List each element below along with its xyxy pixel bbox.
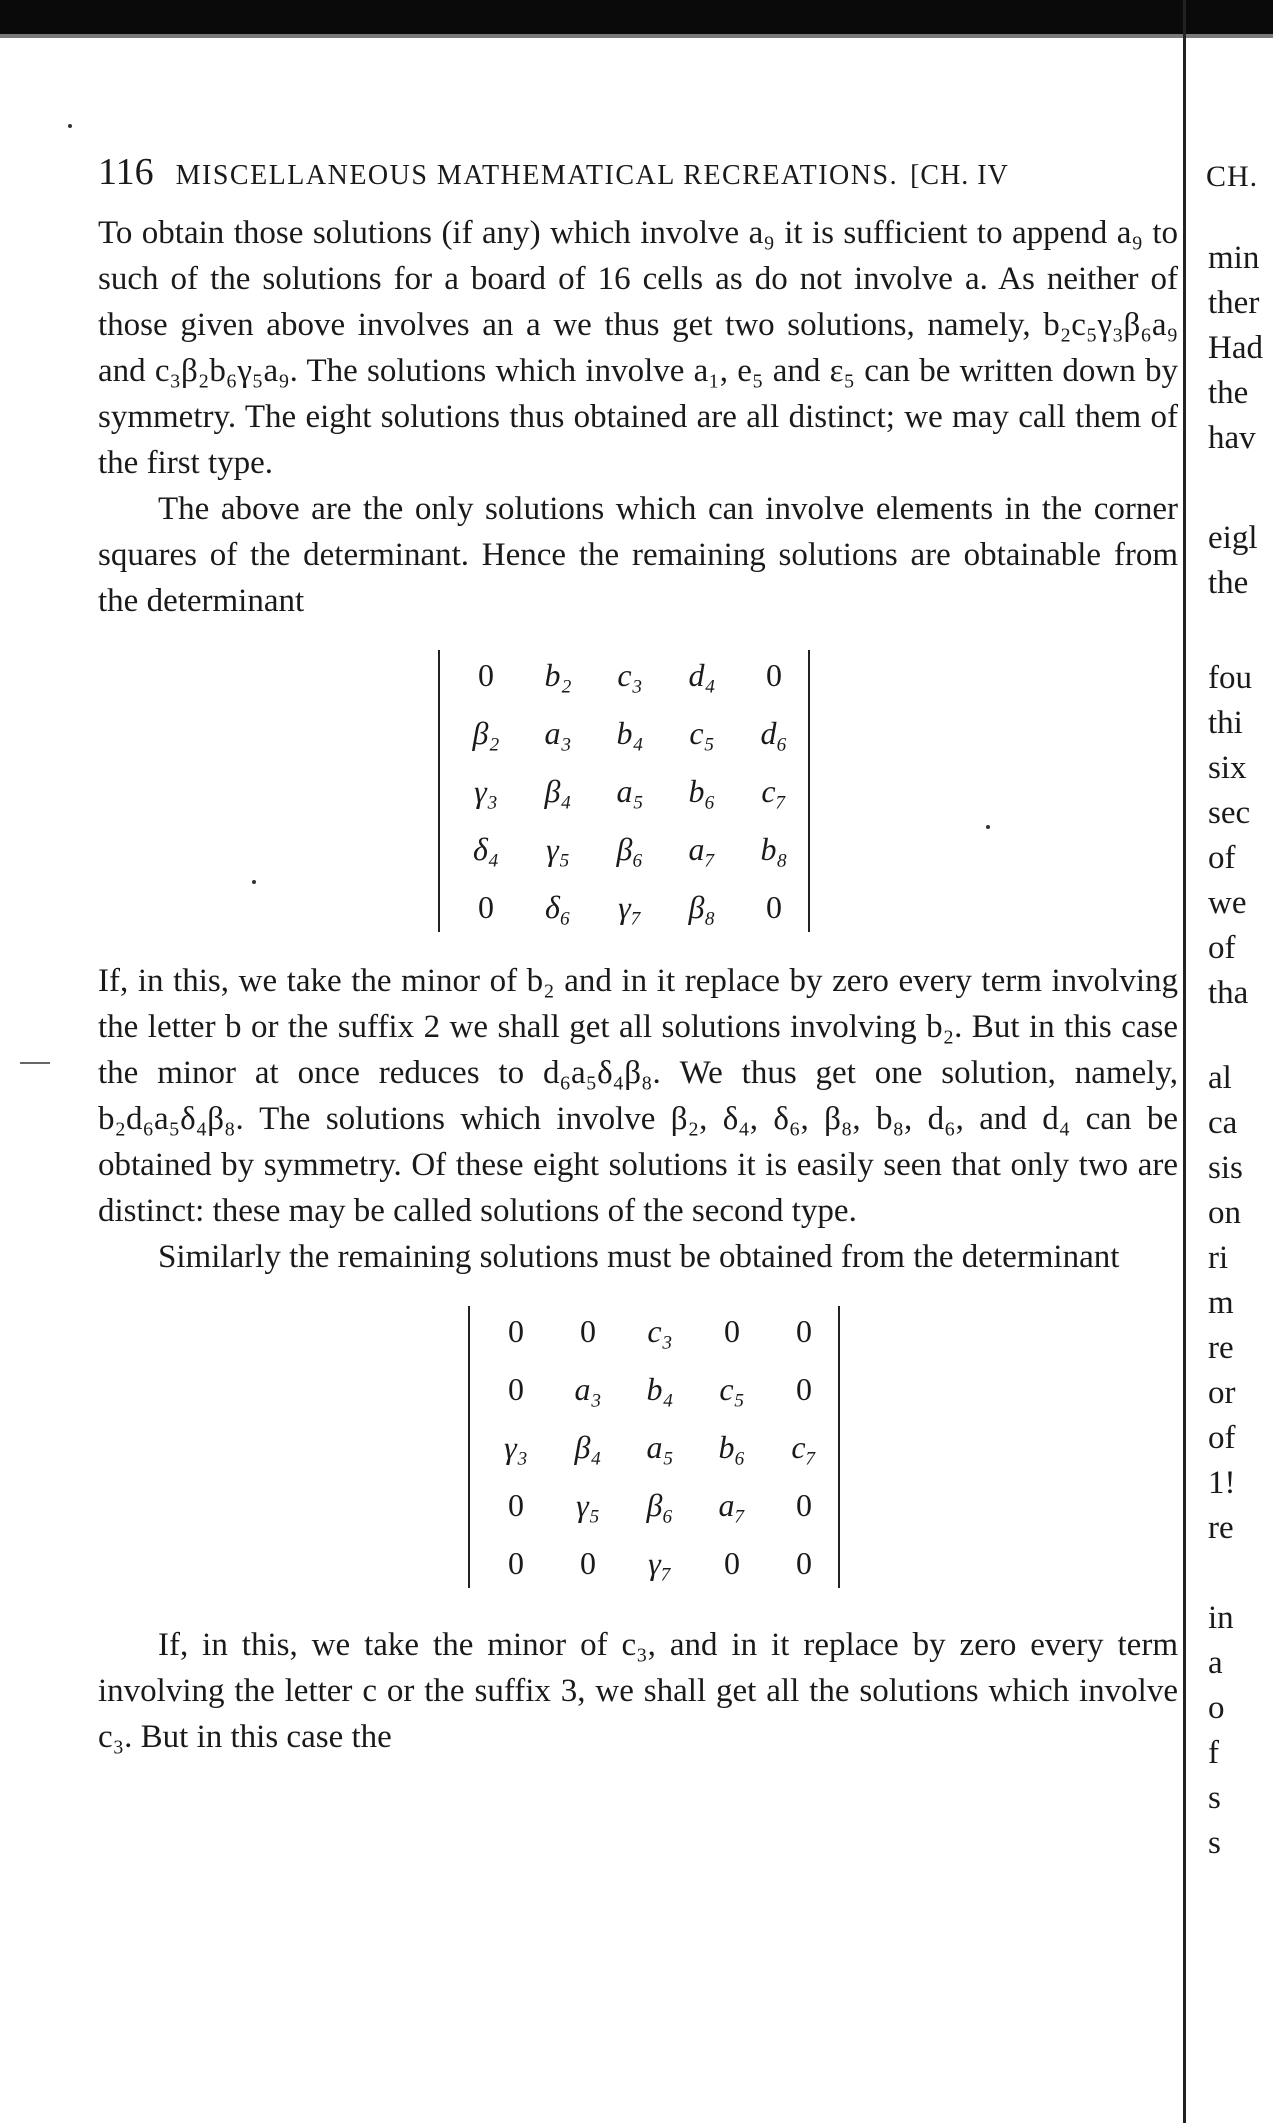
facing-page-text-fragment: o — [1208, 1690, 1225, 1726]
determinant-entry: 0 — [508, 1544, 524, 1581]
determinant-entry: d₆ — [760, 714, 788, 751]
book-spine-gutter — [1183, 0, 1186, 2123]
determinant-entry: a₇ — [688, 830, 716, 867]
determinant-entry: a₃ — [574, 1370, 602, 1407]
determinant-entry: 0 — [724, 1544, 740, 1581]
determinant-entry: b₆ — [718, 1428, 746, 1465]
determinant-entry: 0 — [580, 1312, 596, 1349]
facing-page-text-fragment: min — [1208, 240, 1260, 276]
scan-top-edge — [0, 0, 1273, 42]
paragraph-corner-squares: The above are the only solutions which can involve elements in the corner squares of the determinant. Hence the remaining solutions are obtainable from the determinant — [98, 491, 1178, 619]
facing-page-text-fragment: s — [1208, 1825, 1221, 1861]
chapter-label: [CH. IV — [910, 160, 1009, 191]
facing-page-text-fragment: f — [1208, 1735, 1219, 1771]
determinant-entry: β₄ — [574, 1428, 602, 1465]
facing-page-text-fragment: ther — [1208, 285, 1260, 321]
paragraph-remaining: Similarly the remaining solutions must be obtained from the determinant — [158, 1239, 1120, 1275]
determinant-entry: b₄ — [646, 1370, 674, 1407]
determinant-entry: 0 — [580, 1544, 596, 1581]
facing-page-text-fragment: ca — [1208, 1105, 1238, 1141]
determinant-entry: b₆ — [688, 772, 716, 809]
determinant-row — [450, 704, 810, 762]
determinant-entry: γ₅ — [546, 830, 570, 867]
determinant-entry: a₇ — [718, 1486, 746, 1523]
book-page — [98, 150, 1178, 1760]
margin-mark — [20, 1062, 50, 1064]
determinant-entry: a₃ — [544, 714, 572, 751]
facing-page-text-fragment: of — [1208, 930, 1236, 966]
determinant-entry: 0 — [796, 1544, 812, 1581]
facing-page-text-fragment: sec — [1208, 795, 1251, 831]
determinant-right-bar — [808, 650, 810, 932]
determinant-row — [480, 1360, 840, 1418]
determinant-row — [480, 1302, 840, 1360]
determinant-row — [480, 1476, 840, 1534]
determinant-entry: c₅ — [719, 1370, 745, 1407]
determinant-left-bar — [438, 650, 440, 932]
facing-page-text-fragment: six — [1208, 750, 1247, 786]
facing-page-text-fragment: ri — [1208, 1240, 1229, 1276]
paragraph-second-type: If, in this, we take the minor of b₂ and in it replace by zero every term involving the letter b or the suffix 2 we shall get all solutions involving b₂. But in this case the minor at once reduces to d₆a₅δ₄β₈. We thus get one solution, namely, b₂d₆a₅δ₄β₈. The solutions which involve β₂, δ₄, δ₆, β₈, b₈, d₆, and d₄ can be obtained by symmetry. Of these eight solutions it is easily seen that only two are distinct: these may be called solutions of the second type. — [98, 963, 1178, 1229]
determinant-right-bar — [838, 1306, 840, 1588]
determinant-row — [450, 646, 810, 704]
determinant-entry: β₈ — [688, 888, 716, 925]
determinant-row — [450, 820, 810, 878]
determinant-entry: a₅ — [646, 1428, 674, 1465]
facing-page-text-fragment: 1! — [1208, 1465, 1236, 1501]
determinant-entry: β₆ — [646, 1486, 674, 1523]
determinant-entry: c₅ — [689, 714, 715, 751]
determinant-entry: 0 — [508, 1312, 524, 1349]
facing-page-text-fragment: tha — [1208, 975, 1249, 1011]
determinant-entry: 0 — [796, 1486, 812, 1523]
facing-page-text-fragment: al — [1208, 1060, 1232, 1096]
facing-page-text-fragment: re — [1208, 1510, 1234, 1546]
determinant-entry: 0 — [478, 888, 494, 925]
determinant-entry: γ₃ — [474, 772, 498, 809]
determinant-entry: β₄ — [544, 772, 572, 809]
facing-page-text-fragment: the — [1208, 375, 1249, 411]
determinant-left-bar — [468, 1306, 470, 1588]
facing-page-text-fragment: of — [1208, 1420, 1236, 1456]
determinant-entry: 0 — [478, 656, 494, 693]
facing-page-text-fragment: m — [1208, 1285, 1234, 1321]
determinant-entry: c₃ — [647, 1312, 673, 1349]
facing-page-text-fragment: or — [1208, 1375, 1236, 1411]
determinant-entry: c₇ — [761, 772, 787, 809]
determinant-entry: b₈ — [760, 830, 788, 867]
determinant-entry: d₄ — [688, 656, 716, 693]
determinant-1 — [438, 646, 810, 936]
determinant-entry: 0 — [796, 1312, 812, 1349]
facing-page-text-fragment: s — [1208, 1780, 1221, 1816]
determinant-entry: 0 — [508, 1486, 524, 1523]
facing-page-text-fragment: fou — [1208, 660, 1252, 696]
scan-speck — [68, 124, 72, 128]
determinant-entry: 0 — [766, 888, 782, 925]
determinant-entry: γ₇ — [618, 888, 642, 925]
determinant-entry: γ₅ — [576, 1486, 600, 1523]
facing-page-text-fragment: sis — [1208, 1150, 1243, 1186]
facing-page-text-fragment: eigl — [1208, 520, 1258, 556]
facing-page-text-fragment: a — [1208, 1645, 1223, 1681]
facing-page-text-fragment: the — [1208, 565, 1249, 601]
facing-page-text-fragment: Had — [1208, 330, 1263, 366]
determinant-entry: 0 — [796, 1370, 812, 1407]
determinant-entry: b₄ — [616, 714, 644, 751]
determinant-entry: a₅ — [616, 772, 644, 809]
page-header — [98, 150, 1178, 210]
determinant-entry: δ₄ — [473, 830, 499, 867]
facing-page-text-fragment: on — [1208, 1195, 1241, 1231]
determinant-row — [480, 1418, 840, 1476]
determinant-row — [450, 762, 810, 820]
determinant-entry: 0 — [766, 656, 782, 693]
running-title: MISCELLANEOUS MATHEMATICAL RECREATIONS. — [175, 160, 899, 191]
facing-page — [1200, 0, 1273, 2123]
facing-page-text-fragment: of — [1208, 840, 1236, 876]
determinant-row — [450, 878, 810, 936]
determinant-entry: β₆ — [616, 830, 644, 867]
page-number: 116 — [98, 151, 154, 193]
determinant-entry: δ₆ — [545, 888, 571, 925]
facing-page-text-fragment: re — [1208, 1330, 1234, 1366]
paragraph-minor-c3: If, in this, we take the minor of c₃, and in it replace by zero every term involving the letter c or the suffix 3, we shall get all the solutions which involve c₃. But in this case the — [98, 1627, 1178, 1755]
determinant-entry: γ₃ — [504, 1428, 528, 1465]
determinant-entry: γ₇ — [648, 1544, 672, 1581]
determinant-entry: 0 — [508, 1370, 524, 1407]
paragraph-first-type: To obtain those solutions (if any) which involve a₉ it is sufficient to append a₉ to such of the solutions for a board of 16 cells as do not involve a. As neither of those given above involves an a we thus get two solutions, namely, b₂c₅γ₃β₆a₉ and c₃β₂b₆γ₅a₉. The solutions which involve a₁, e₅ and ε₅ can be written down by symmetry. The eight solutions thus obtained are all distinct; we may call them of the first type. — [98, 215, 1178, 481]
determinant-entry: b₂ — [544, 656, 572, 693]
determinant-entry: 0 — [724, 1312, 740, 1349]
facing-page-text-fragment: in — [1208, 1600, 1234, 1636]
determinant-entry: c₇ — [791, 1428, 817, 1465]
facing-page-header: CH. — [1206, 160, 1259, 193]
determinant-entry: c₃ — [617, 656, 643, 693]
facing-page-text-fragment: hav — [1208, 420, 1256, 456]
determinant-entry: β₂ — [472, 714, 500, 751]
determinant-2 — [468, 1302, 840, 1592]
facing-page-text-fragment: thi — [1208, 705, 1243, 741]
determinant-row — [480, 1534, 840, 1592]
facing-page-text-fragment: we — [1208, 885, 1247, 921]
